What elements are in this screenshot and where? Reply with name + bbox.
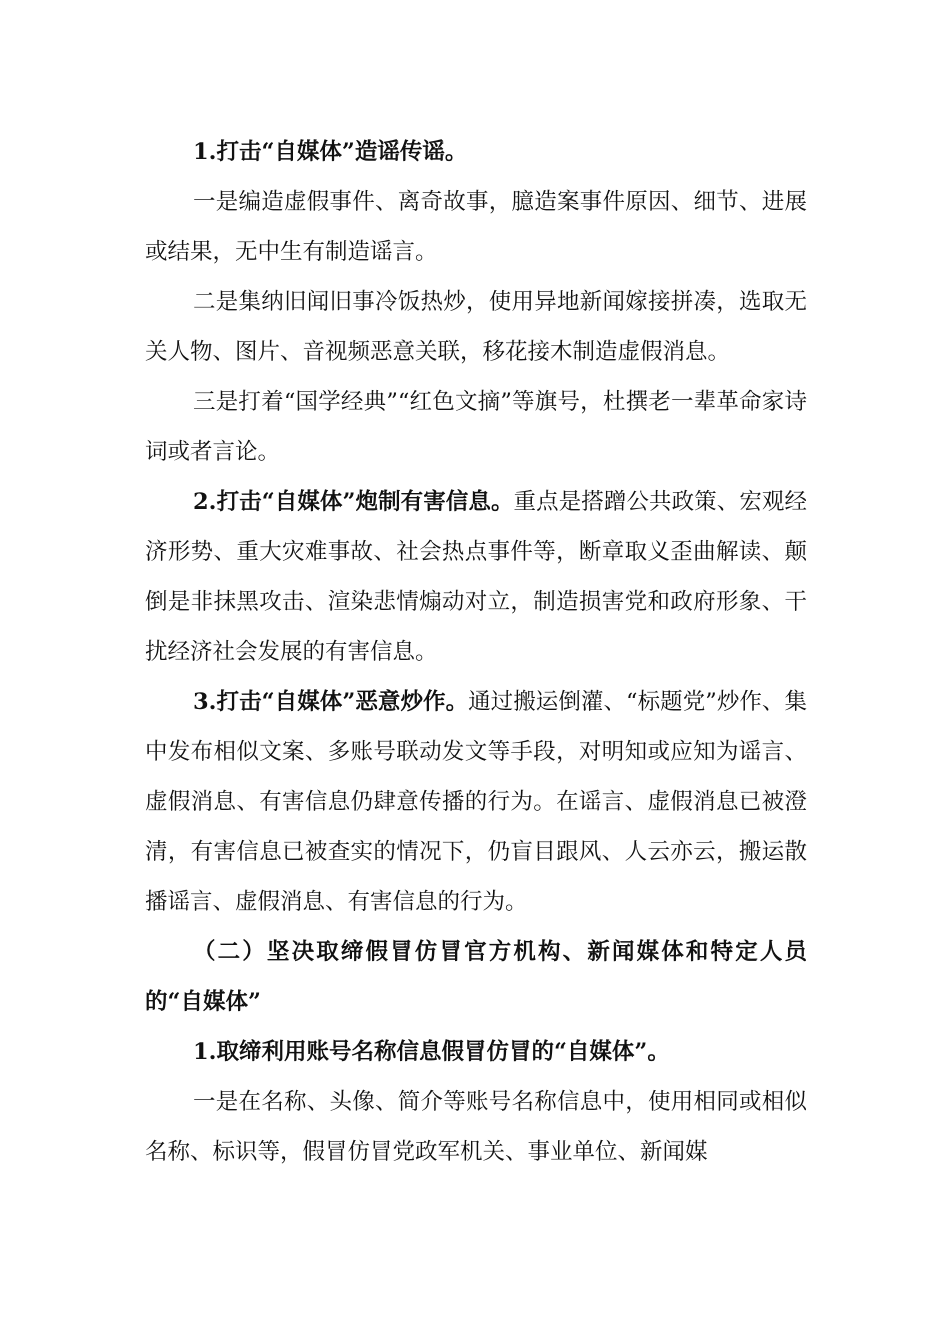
section-heading-2: （二）坚决取缔假冒仿冒官方机构、新闻媒体和特定人员的“自媒体”: [145, 939, 807, 1015]
paragraph-4-text: 重点是搭蹭公共政策、宏观经济形势、重大灾难事故、社会热点事件等，断章取义歪曲解读、颠倒是非抹黑攻击、渲染悲情煽动对立，制造损害党和政府形象、干扰经济社会发展的有害信息。: [145, 489, 807, 665]
paragraph-5: [145, 677, 807, 927]
paragraph-6: 一是在名称、头像、简介等账号名称信息中，使用相同或相似名称、标识等，假冒仿冒党政军机关、事业单位、新闻媒: [145, 1089, 807, 1165]
document-body: [145, 127, 807, 1177]
paragraph-5-text: 通过搬运倒灌、“标题党”炒作、集中发布相似文案、多账号联动发文等手段，对明知或应知为谣言、虚假消息、有害信息仍肆意传播的行为。在谣言、虚假消息已被澄清，有害信息已被查实的情况下，仍盲目跟风、人云亦云，搬运散播谣言、虚假消息、有害信息的行为。: [145, 689, 807, 915]
paragraph-4: [145, 477, 807, 677]
paragraph-5-heading: 3.打击“自媒体”恶意炒作。: [193, 689, 469, 715]
paragraph-4-heading: 2.打击“自媒体”炮制有害信息。: [193, 489, 514, 515]
paragraph-3: 三是打着“国学经典”“红色文摘”等旗号，杜撰老一辈革命家诗词或者言论。: [145, 389, 807, 465]
heading-1: 1.打击“自媒体”造谣传谣。: [193, 139, 468, 165]
paragraph-1: 一是编造虚假事件、离奇故事，臆造案事件原因、细节、进展或结果，无中生有制造谣言。: [145, 189, 807, 265]
heading-2: 1.取缔利用账号名称信息假冒仿冒的“自媒体”。: [193, 1039, 670, 1065]
paragraph-2: 二是集纳旧闻旧事冷饭热炒，使用异地新闻嫁接拼凑，选取无关人物、图片、音视频恶意关联，移花接木制造虚假消息。: [145, 289, 807, 365]
